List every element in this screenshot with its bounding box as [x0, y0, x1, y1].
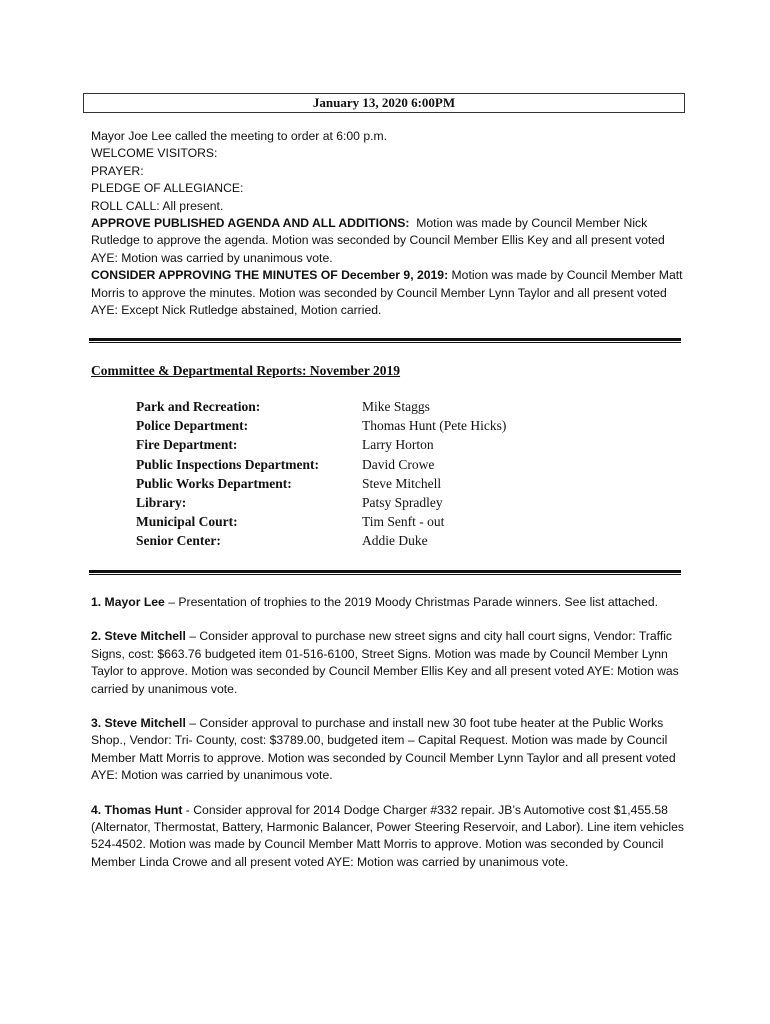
report-department: Fire Department:: [136, 437, 238, 453]
agenda-item-text: – Consider approval to purchase and install new 30 foot tube heater at the Public Works Shop., Vendor: Tri- County, cost: $3789.00, budgeted item – Capital Request. Motion was made by Council Member Matt Morris to approve. Motion was seconded by Council Member Lynn Taylor and all present voted AYE: Motion was carried by unanimous vote.: [91, 716, 676, 783]
pledge: PLEDGE OF ALLEGIANCE:: [91, 181, 244, 196]
agenda-item-text: – Presentation of trophies to the 2019 Moody Christmas Parade winners. See list attached.: [164, 595, 659, 609]
report-row: [136, 455, 656, 474]
report-department: Police Department:: [136, 418, 249, 434]
report-person: Addie Duke: [362, 533, 428, 549]
roll-call: ROLL CALL: All present.: [91, 198, 224, 213]
agenda-item-lead: 3. Steve Mitchell: [91, 716, 186, 731]
report-department: Park and Recreation:: [136, 399, 261, 414]
report-person: Larry Horton: [362, 437, 434, 453]
agenda-item: [91, 628, 691, 698]
report-person: Thomas Hunt (Pete Hicks): [362, 418, 507, 434]
agenda-item-lead: 2. Steve Mitchell: [91, 629, 186, 644]
report-person: David Crowe: [362, 456, 435, 472]
report-row: [136, 416, 656, 435]
report-row: [136, 474, 656, 493]
minutes-label: CONSIDER APPROVING THE MINUTES OF December 9, 2019:: [91, 268, 449, 283]
agenda-item-text: - Consider approval for 2014 Dodge Charger #332 repair. JB’s Automotive cost $1,455.58 (Alternator, Thermostat, Battery, Harmonic Balancer, Power Steering Reservoir, and Labor). Line item vehicles 524-4502. Motion was made by Council Member Matt Morris to approve. Motion was seconded by Council Member Linda Crowe and all present voted AYE: Motion was carried by unanimous vote.: [91, 802, 684, 869]
meeting-intro: [91, 128, 691, 319]
meeting-date-header: January 13, 2020 6:00PM: [83, 93, 685, 113]
agenda-item-lead: 1. Mayor Lee: [91, 595, 165, 609]
report-department: Municipal Court:: [136, 514, 238, 530]
report-person: Steve Mitchell: [362, 475, 442, 491]
welcome-visitors: WELCOME VISITORS:: [91, 146, 218, 161]
agenda-text: Motion was made by Council Member Nick Rutledge to approve the agenda. Motion was seconded by Council Member Ellis Key and all present voted AYE: Motion was carried by unanimous vote.: [91, 216, 665, 265]
agenda-item: [91, 802, 691, 872]
reports-list: [136, 397, 656, 551]
agenda-item: [91, 594, 691, 611]
report-person: Mike Staggs: [362, 399, 430, 414]
report-department: Library:: [136, 494, 187, 510]
minutes-motion: [91, 267, 691, 319]
report-department: Senior Center:: [136, 533, 221, 549]
section-divider: [89, 338, 681, 343]
report-person: Patsy Spradley: [362, 494, 443, 510]
report-row: [136, 512, 656, 531]
agenda-motion: [91, 215, 691, 267]
agenda-item-lead: 4. Thomas Hunt: [91, 802, 183, 817]
agenda-label: APPROVE PUBLISHED AGENDA AND ALL ADDITIONS:: [91, 216, 410, 231]
report-row: [136, 531, 656, 550]
report-row: [136, 397, 656, 416]
agenda-item: [91, 715, 691, 785]
reports-title: Committee & Departmental Reports: November 2019: [91, 363, 401, 378]
report-row: [136, 435, 656, 454]
report-person: Tim Senft - out: [362, 514, 445, 530]
section-divider: [89, 570, 681, 575]
call-to-order: Mayor Joe Lee called the meeting to order at 6:00 p.m.: [91, 129, 388, 143]
minutes-text: Motion was made by Council Member Matt Morris to approve the minutes. Motion was seconded by Council Member Lynn Taylor and all present voted AYE: Except Nick Rutledge abstained, Motion carried.: [91, 268, 683, 318]
report-row: [136, 493, 656, 512]
report-department: Public Works Department:: [136, 475, 292, 491]
agenda-item-text: – Consider approval to purchase new street signs and city hall court signs, Vendor: Traffic Signs, cost: $663.76 budgeted item 01-516-6100, Street Signs. Motion was made by Council Member Lynn Taylor to approve. Motion was seconded by Council Member Ellis Key and all present voted AYE: Motion was carried by unanimous vote.: [91, 629, 679, 696]
agenda-items: [91, 594, 691, 888]
report-department: Public Inspections Department:: [136, 456, 319, 472]
prayer: PRAYER:: [91, 163, 144, 178]
